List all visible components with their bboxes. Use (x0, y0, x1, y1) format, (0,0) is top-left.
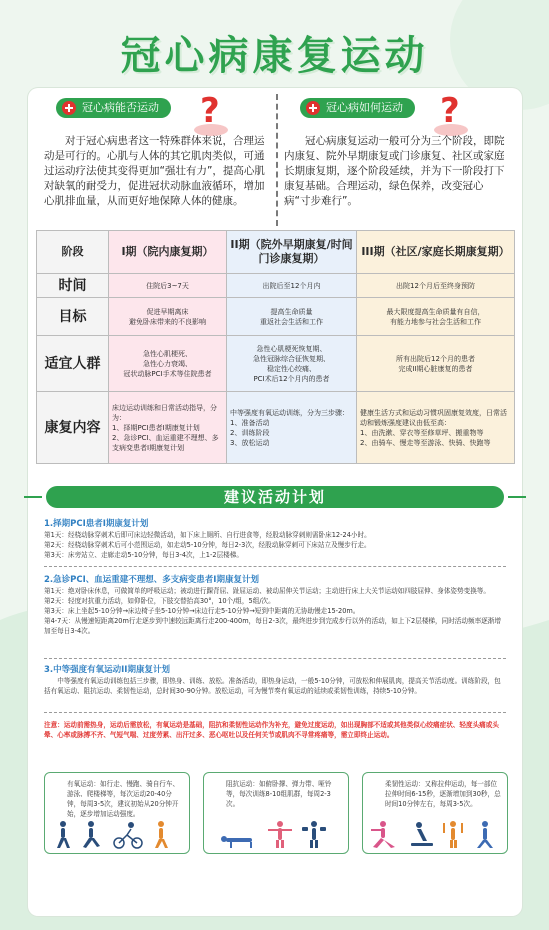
can-exercise-label: 冠心病能否运动 (82, 101, 159, 114)
table-row-goal (37, 298, 515, 336)
question-mark-icon: ? (440, 91, 460, 131)
resistance-card-text: 阻抗运动：如俯卧撑、弹力带、哑铃等，每次训练8-10组肌群，每周2-3次。 (226, 780, 332, 808)
plan-section-1-line: 第3天：床旁站立、走廊走动5-10分钟，每日3-4次，上1-2层楼梯。 (44, 551, 243, 559)
cell-goal-2: 提高生命质量 重返社会生活和工作 (227, 298, 357, 336)
resistance-card (203, 772, 349, 854)
cell-population-2: 急性心肌梗死恢复期、 急性冠脉综合征恢复期、 稳定性心绞痛、 PCI术后12个月内的患者 (227, 336, 357, 392)
cell-time-3: 出院12个月后至终身预防 (357, 274, 515, 298)
aerobic-card-text: 有氧运动：如行走、慢跑、骑自行车、游泳、爬楼梯等，每次运动20-40分钟，每周3-5次，建议初始从20分钟开始，逐步增加运动强度。 (67, 780, 180, 818)
how-exercise-text: 冠心病康复运动一般可分为三个阶段，即院内康复、院外早期康复或门诊康复、社区或家庭长期康复期，逐个阶段延续，并为下一阶段打下康复基础。合理运动，绿色保养，改变冠心病“寸步难行”。 (284, 135, 505, 207)
rehab-stages-table (36, 230, 515, 464)
cell-population-3: 所有出院后12个月的患者 完成II期心脏康复的患者 (357, 336, 515, 392)
table-row-time (37, 274, 515, 298)
cell-goal-3: 最大限度提高生命质量有自信， 有能力地参与社会生活和工作 (357, 298, 515, 336)
plan-section-3-title: 3.中等强度有氧运动II期康复计划 (44, 665, 170, 675)
table-row-population (37, 336, 515, 392)
how-exercise-label: 冠心病如何运动 (326, 101, 403, 114)
cell-content-2: 中等强度有氧运动训练，分为三步骤： 1、准备活动 2、训练阶段 3、放松运动 (227, 392, 357, 464)
cell-content-1: 床边运动训练和日常活动指导，分为： 1、择期PCI患者I期康复计划 2、急诊PCI、血运重建不理想、多支病变患者I期康复计划 (109, 392, 227, 464)
header-phase-2: II期（院外早期康复/时间门诊康复期） (227, 231, 357, 274)
plan-section-2-line: 第1天：绝对卧床休息，可做简单的呼吸运动；被动进行踝背屈、趾屈运动、被动屈伸关节运动；主动进行床上大关节运动如四肢屈伸、身体姿势变换等。 (44, 587, 490, 595)
plan-section-2-title: 2.急诊PCI、血运重建不理想、多支病变患者I期康复计划 (44, 575, 259, 585)
flexibility-figures-icon (369, 819, 501, 849)
plan-section-2-line: 第2天：轻度对抗重力活动，如仰卧位，下肢交替抬高30°，10个/组，5组/次。 (44, 597, 275, 605)
question-mark-icon: ? (200, 91, 220, 131)
section-divider (44, 658, 506, 659)
aerobic-card (44, 772, 190, 854)
plan-section-1-title: 1.择期PCI患者I期康复计划 (44, 519, 149, 529)
header-stage: 阶段 (37, 231, 109, 274)
cell-goal-1: 促进早期离床 避免卧床带来的不良影响 (109, 298, 227, 336)
section-divider (44, 566, 506, 567)
flexibility-card (362, 772, 508, 854)
header-phase-1: I期（院内康复期） (109, 231, 227, 274)
can-exercise-text: 对于冠心病患者这一特殊群体来说，合理运动是可行的。心肌与人体的其它肌肉类似，可通过运动疗法使其变得更加“强壮有力”，提高心肌对缺氧的耐受力，促进冠状动脉血液循环，增加心肌排血量，从而更好地保障人体的健康。 (44, 135, 265, 207)
medical-cross-icon (62, 101, 76, 115)
medical-cross-icon (306, 101, 320, 115)
cell-population-1: 急性心肌梗死、 急性心力衰竭、 冠状动脉PCI手术等住院患者 (109, 336, 227, 392)
intro-divider (276, 94, 278, 226)
table-header-row (37, 231, 515, 274)
plan-section-1-line: 第1天：经桡动脉穿刺术后即可床边轻微活动，如下床上厕所、自行进食等，经股动脉穿刺则需卧床12-24小时。 (44, 531, 371, 539)
plan-section-2-line: 第4-7天：从慢速短距离20m行走逐步到中速较远距离行走200-400m，每日2-3次，最终进步到完成步行以外的活动，如上下2层楼梯，同时活动频率逐渐增加至每日3-4次。 (44, 617, 501, 635)
plan-section-1-line: 第2天：经桡动脉穿刺术后可小范围运动，如走动5-10分钟，每日2-3次，经股动脉穿刺可下床站立及慢步行走。 (44, 541, 371, 549)
plan-section-2 (44, 574, 506, 636)
table-row-content (37, 392, 515, 464)
section-divider (44, 712, 506, 713)
row-label-goal: 目标 (37, 298, 109, 336)
resistance-figures-icon (210, 819, 342, 849)
row-label-time: 时间 (37, 274, 109, 298)
plan-section-3-line: 中等强度有氧运动训练包括三步骤，即热身、训练、放松。准备活动，即热身运动，一般5-10分钟，可放松和伸展肌肉，提高关节活动度。训练阶段，包括有氧运动、阻抗运动、柔韧性运动，总时间30-90分钟。放松运动，可为慢节奏有氧运动的延续或柔韧性训练，持续5-10分钟。 (44, 677, 501, 695)
cell-time-2: 出院后至12个月内 (227, 274, 357, 298)
row-label-content: 康复内容 (37, 392, 109, 464)
can-exercise-pill (56, 98, 171, 118)
safety-note: 注意：运动前需热身，运动后需放松，有氧运动是基础，阻抗和柔韧性运动作为补充，避免过度运动，如出现胸部不适或其他类似心绞痛症状、轻度头痛或头晕、心率或脉搏不齐、气短气喘、过度劳累、出汗过多、恶心呕吐以及任何关节或肌肉不寻常疼痛等，需立即终止运动。 (44, 721, 499, 739)
flexibility-card-text: 柔韧性运动：又称拉伸运动，每一部位拉伸时间6-15秒，逐渐增加到30秒，总时间10分钟左右，每周3-5次。 (385, 780, 501, 808)
cell-time-1: 住院后3~7天 (109, 274, 227, 298)
plan-section-3 (44, 664, 506, 696)
plan-section-2-line: 第3天：床上坐起5-10分钟→床边椅子坐5-10分钟→床边行走5-10分钟→短到中距离的无协助慢走15-20m。 (44, 607, 360, 615)
how-exercise-pill (300, 98, 415, 118)
activity-plan-heading: 建议活动计划 (46, 486, 504, 508)
cell-content-3: 健康生活方式和运动习惯巩固康复效度，日常活动和锻炼强度建议由低至高： 1、由洗漱、穿衣等至修草坪、搬重物等 2、由骑车、慢走等至游泳、快骑、快跑等 (357, 392, 515, 464)
header-phase-3: III期（社区/家庭长期康复期） (357, 231, 515, 274)
aerobic-figures-icon (51, 819, 183, 849)
row-label-population: 适宜人群 (37, 336, 109, 392)
plan-section-1 (44, 518, 506, 560)
page-title: 冠心病康复运动 (120, 33, 429, 79)
